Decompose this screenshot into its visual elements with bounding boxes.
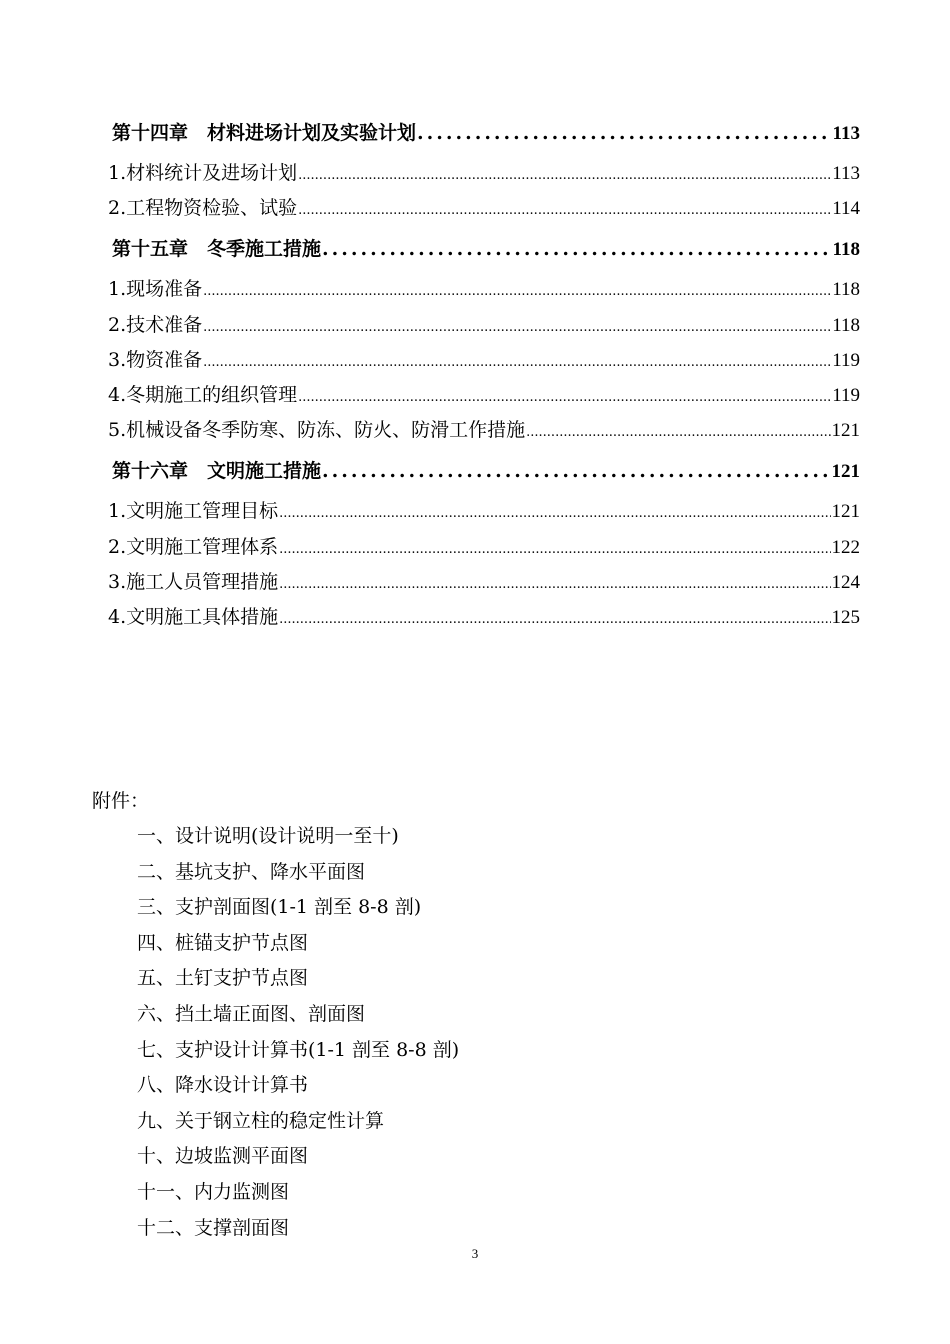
toc-label: 2.技术准备 — [108, 313, 203, 336]
toc-leader — [279, 602, 830, 637]
toc-page: 125 — [831, 606, 860, 628]
toc-leader — [322, 226, 832, 272]
toc-leader — [298, 380, 831, 415]
toc-page: 113 — [832, 123, 860, 144]
toc-leader — [322, 448, 830, 494]
toc-leader — [203, 274, 831, 309]
toc-page: 114 — [832, 198, 860, 220]
toc-page: 121 — [831, 461, 860, 483]
toc-chapter-16[interactable] — [108, 448, 860, 494]
toc-page: 122 — [831, 536, 860, 558]
attachment-item: 二、基坑支护、降水平面图 — [137, 860, 366, 883]
attachment-item: 三、支护剖面图(1-1 剖至 8-8 剖) — [137, 896, 422, 919]
toc-page: 113 — [832, 163, 860, 184]
toc-chapter-15[interactable] — [108, 226, 860, 272]
toc-label: 3.物资准备 — [108, 348, 203, 371]
toc-chapter-14[interactable] — [108, 110, 860, 156]
toc-section[interactable] — [108, 378, 860, 413]
toc-page: 118 — [832, 314, 860, 336]
attachments-title: 附件： — [92, 790, 150, 812]
toc-label: 4.文明施工具体措施 — [108, 605, 279, 628]
toc-label: 2.工程物资检验、试验 — [108, 197, 298, 220]
toc-section[interactable] — [108, 343, 860, 378]
toc-section[interactable] — [108, 600, 860, 635]
toc-section[interactable] — [108, 565, 860, 600]
toc-section[interactable] — [108, 191, 860, 226]
attachment-item: 七、支护设计计算书(1-1 剖至 8-8 剖) — [137, 1038, 460, 1061]
toc-label: 3.施工人员管理措施 — [108, 570, 279, 593]
toc-label: 5.机械设备冬季防寒、防冻、防火、防滑工作措施 — [108, 419, 526, 442]
toc-section[interactable] — [108, 413, 860, 448]
toc-label: 1.现场准备 — [108, 278, 203, 301]
page-number: 3 — [471, 1246, 479, 1261]
toc-leader — [298, 158, 831, 193]
toc-page: 118 — [832, 279, 860, 301]
toc-label: 第十五章 冬季施工措施 — [112, 238, 322, 261]
toc-section[interactable] — [108, 494, 860, 529]
toc-label: 1.文明施工管理目标 — [108, 500, 279, 523]
attachment-item: 四、桩锚支护节点图 — [137, 931, 309, 954]
toc-page: 119 — [832, 349, 860, 371]
toc-leader — [526, 415, 830, 450]
toc-page: 124 — [831, 571, 860, 593]
attachment-item: 六、挡土墙正面图、剖面图 — [137, 1002, 366, 1025]
toc-leader — [203, 345, 831, 380]
toc-section[interactable] — [108, 530, 860, 565]
attachments-section — [92, 783, 852, 1246]
attachment-item: 十二、支撑剖面图 — [137, 1216, 290, 1239]
toc-leader — [417, 110, 832, 156]
toc-section[interactable] — [108, 308, 860, 343]
table-of-contents — [108, 110, 860, 635]
toc-page: 119 — [832, 384, 860, 406]
toc-page: 118 — [832, 239, 860, 261]
toc-page: 121 — [831, 420, 860, 442]
toc-leader — [203, 310, 831, 345]
attachment-item: 十一、内力监测图 — [137, 1180, 290, 1203]
toc-section[interactable] — [108, 156, 860, 191]
attachment-item: 一、设计说明(设计说明一至十) — [137, 825, 399, 847]
attachment-item: 十、边坡监测平面图 — [137, 1145, 309, 1168]
toc-leader — [279, 532, 830, 567]
toc-label: 1.材料统计及进场计划 — [108, 162, 298, 184]
attachment-item: 九、关于钢立柱的稳定性计算 — [137, 1109, 385, 1132]
toc-leader — [279, 496, 830, 531]
toc-page: 121 — [831, 501, 860, 523]
attachment-item: 五、土钉支护节点图 — [137, 967, 309, 990]
attachments-list — [92, 819, 852, 1246]
toc-label: 第十四章 材料进场计划及实验计划 — [112, 122, 417, 144]
attachment-item: 八、降水设计计算书 — [137, 1074, 309, 1097]
toc-leader — [279, 567, 830, 602]
toc-section[interactable] — [108, 272, 860, 307]
toc-leader — [298, 193, 831, 228]
toc-label: 第十六章 文明施工措施 — [112, 460, 322, 483]
toc-label: 4.冬期施工的组织管理 — [108, 383, 298, 406]
toc-label: 2.文明施工管理体系 — [108, 535, 279, 558]
